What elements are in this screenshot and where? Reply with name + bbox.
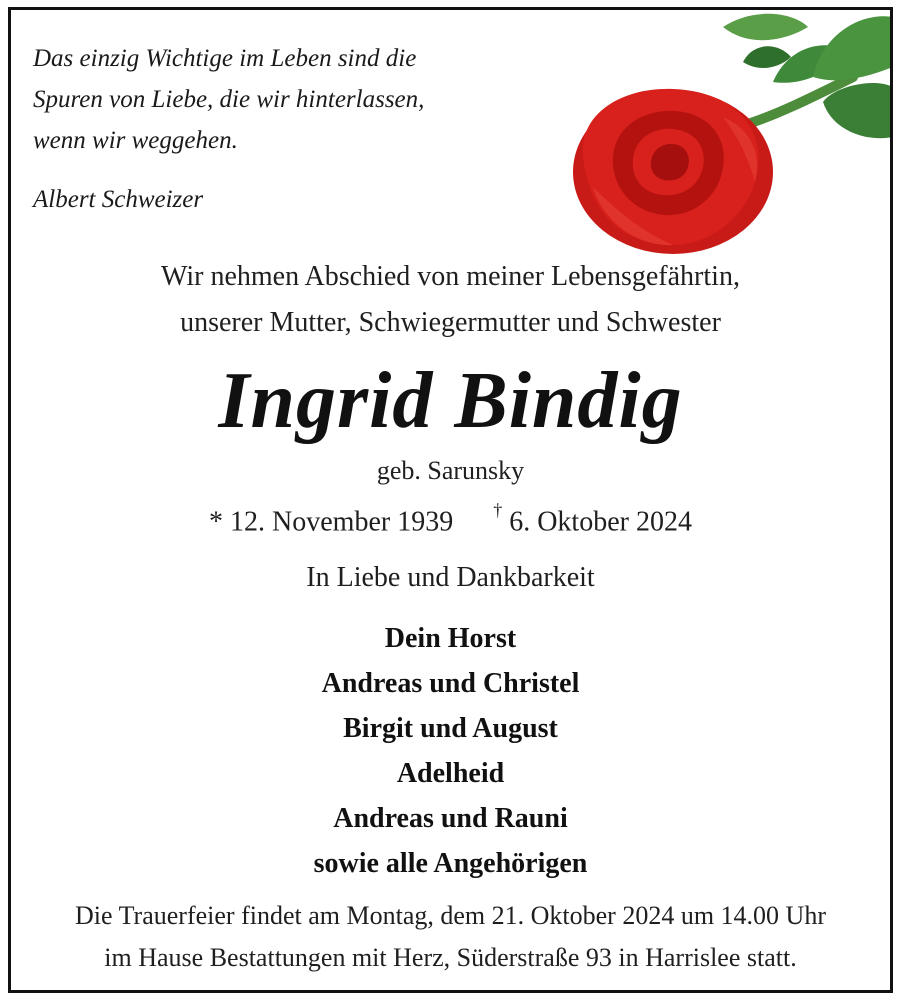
quote-author: Albert Schweizer — [33, 186, 204, 213]
quote-line: Spuren von Liebe, die wir hinterlassen, — [33, 86, 425, 113]
quote-line: Das einzig Wichtige im Leben sind die — [33, 45, 417, 72]
ceremony-line: im Hause Bestattungen mit Herz, Süderstraße 93 in Harrislee statt. — [104, 943, 797, 972]
mourner-name: Andreas und Rauni — [333, 803, 568, 834]
mourner-name: Adelheid — [396, 758, 505, 789]
birth-name: geb. Sarunsky — [376, 456, 525, 485]
quote-line: wenn wir weggehen. — [33, 127, 238, 154]
death-date: 6. Oktober 2024 — [509, 506, 692, 538]
deceased-name: Ingrid Bindig — [218, 357, 683, 445]
intro-text — [11, 254, 890, 346]
death-symbol: † — [493, 500, 503, 520]
ceremony-info — [11, 895, 890, 979]
mourner-name: sowie alle Angehörigen — [313, 848, 588, 879]
red-rose-icon — [523, 7, 893, 257]
intro-line: Wir nehmen Abschied von meiner Lebensgefährtin, — [161, 261, 740, 292]
mourner-name: Dein Horst — [384, 623, 517, 654]
obituary-frame — [8, 7, 893, 993]
mourner-name: Birgit und August — [343, 713, 558, 744]
mourners-list — [11, 616, 890, 886]
life-dates — [11, 500, 890, 538]
closing-text: In Liebe und Dankbarkeit — [306, 562, 595, 593]
intro-line: unserer Mutter, Schwiegermutter und Schwester — [180, 307, 721, 338]
ceremony-line: Die Trauerfeier findet am Montag, dem 21. Oktober 2024 um 14.00 Uhr — [75, 901, 826, 930]
mourner-name: Andreas und Christel — [321, 668, 580, 699]
birth-date: 12. November 1939 — [230, 506, 454, 538]
birth-symbol: * — [209, 506, 224, 538]
quote-block — [33, 38, 553, 220]
